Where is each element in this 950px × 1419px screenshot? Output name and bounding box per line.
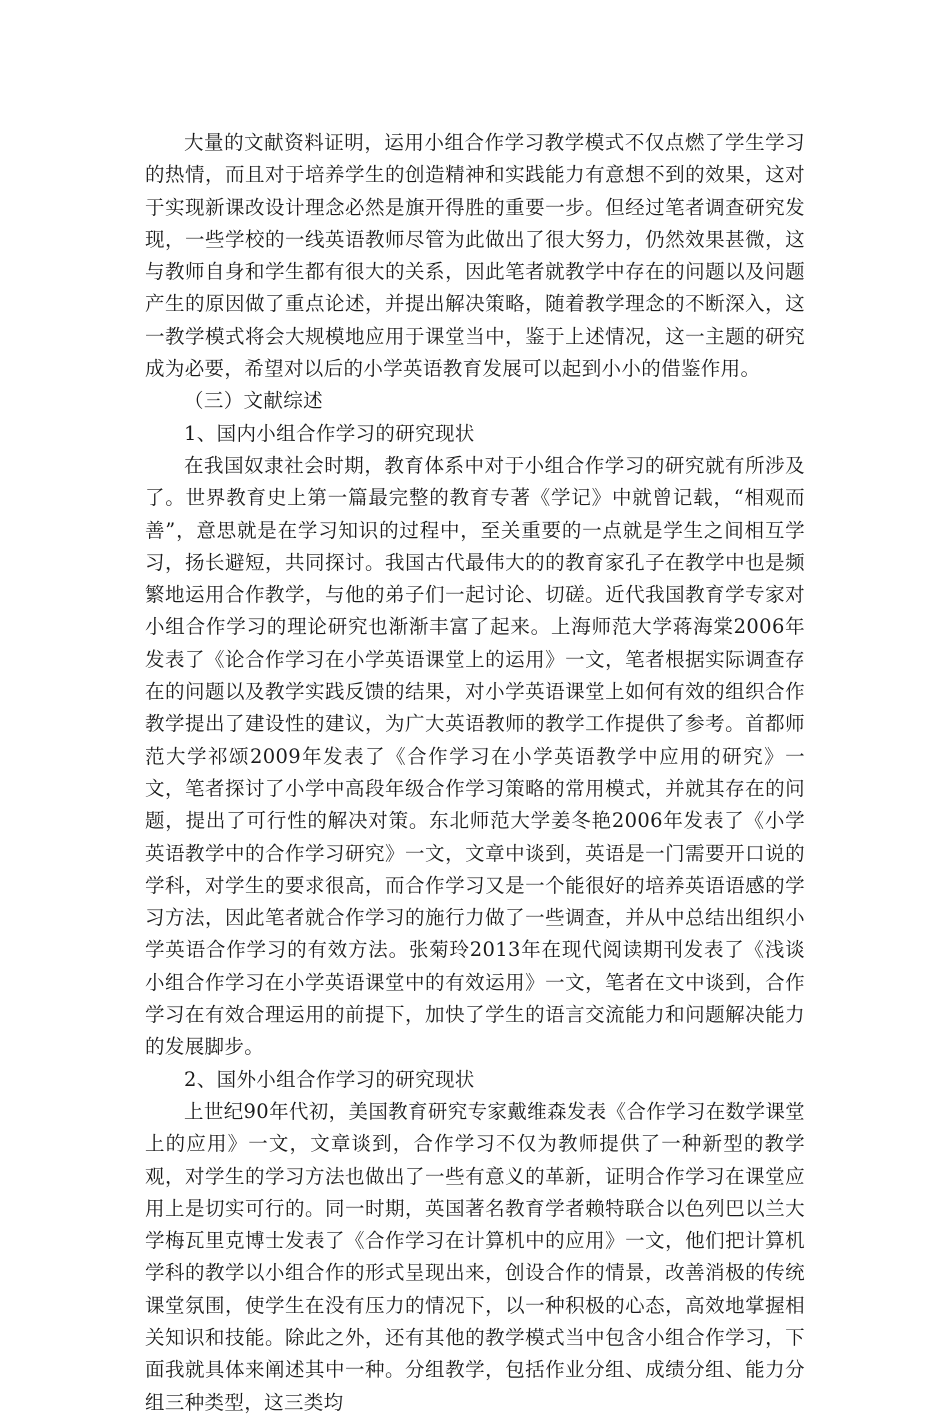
section-heading: （三）文献综述 <box>184 389 323 413</box>
document-body <box>145 127 805 1419</box>
body-paragraph: 在我国奴隶社会时期，教育体系中对于小组合作学习的研究就有所涉及了。世界教育史上第一篇最完整的教育专著《学记》中就曾记载，“相观而善”，意思就是在学习知识的过程中，至关重要的一点就是学生之间相互学习，扬长避短，共同探讨。我国古代最伟大的的教育家孔子在教学中也是频繁地运用合作教学，与他的弟子们一起讨论、切磋。近代我国教育学专家对小组合作学习的理论研究也渐渐丰富了起来。上海师范大学蒋海棠2006年发表了《论合作学习在小学英语课堂上的运用》一文，笔者根据实际调查存在的问题以及教学实践反馈的结果，对小学英语课堂上如何有效的组织合作教学提出了建设性的建议，为广大英语教师的教学工作提供了参考。首都师范大学祁颂2009年发表了《合作学习在小学英语教学中应用的研究》一文，笔者探讨了小学中高段年级合作学习策略的常用模式，并就其存在的问题，提出了可行性的解决对策。东北师范大学姜冬艳2006年发表了《小学英语教学中的合作学习研究》一文，文章中谈到，英语是一门需要开口说的学科，对学生的要求很高，而合作学习又是一个能很好的培养英语语感的学习方法，因此笔者就合作学习的施行力做了一些调查，并从中总结出组织小学英语合作学习的有效方法。张菊玲2013年在现代阅读期刊发表了《浅谈小组合作学习在小学英语课堂中的有效运用》一文，笔者在文中谈到，合作学习在有效合理运用的前提下，加快了学生的语言交流能力和问题解决能力的发展脚步。 <box>145 453 805 1059</box>
subsection-heading-domestic: 1、国内小组合作学习的研究现状 <box>184 421 475 445</box>
body-paragraph: 上世纪90年代初，美国教育研究专家戴维森发表《合作学习在数学课堂上的应用》一文，文章谈到，合作学习不仅为教师提供了一种新型的教学观，对学生的学习方法也做出了一些有意义的革新，证明合作学习在课堂应用上是切实可行的。同一时期，英国著名教育学者赖特联合以色列巴以兰大学梅瓦里克博士发表了《合作学习在计算机中的应用》一文，他们把计算机学科的教学以小组合作的形式呈现出来，创设合作的情景，改善消极的传统课堂氛围，使学生在没有压力的情况下，以一种积极的心态，高效地掌握相关知识和技能。除此之外，还有其他的教学模式当中包含小组合作学习，下面我就具体来阐述其中一种。分组教学，包括作业分组、成绩分组、能力分组三种类型，这三类均 <box>145 1099 806 1414</box>
body-paragraph: 大量的文献资料证明，运用小组合作学习教学模式不仅点燃了学生学习的热情，而且对于培养学生的创造精神和实践能力有意想不到的效果，这对于实现新课改设计理念必然是旗开得胜的重要一步。但经过笔者调查研究发现，一些学校的一线英语教师尽管为此做出了很大努力，仍然效果甚微，这与教师自身和学生都有很大的关系，因此笔者就教学中存在的问题以及问题产生的原因做了重点论述，并提出解决策略，随着教学理念的不断深入，这一教学模式将会大规模地应用于课堂当中，鉴于上述情况，这一主题的研究成为必要，希望对以后的小学英语教育发展可以起到小小的借鉴作用。 <box>145 131 805 381</box>
subsection-heading-foreign: 2、国外小组合作学习的研究现状 <box>184 1067 475 1091</box>
